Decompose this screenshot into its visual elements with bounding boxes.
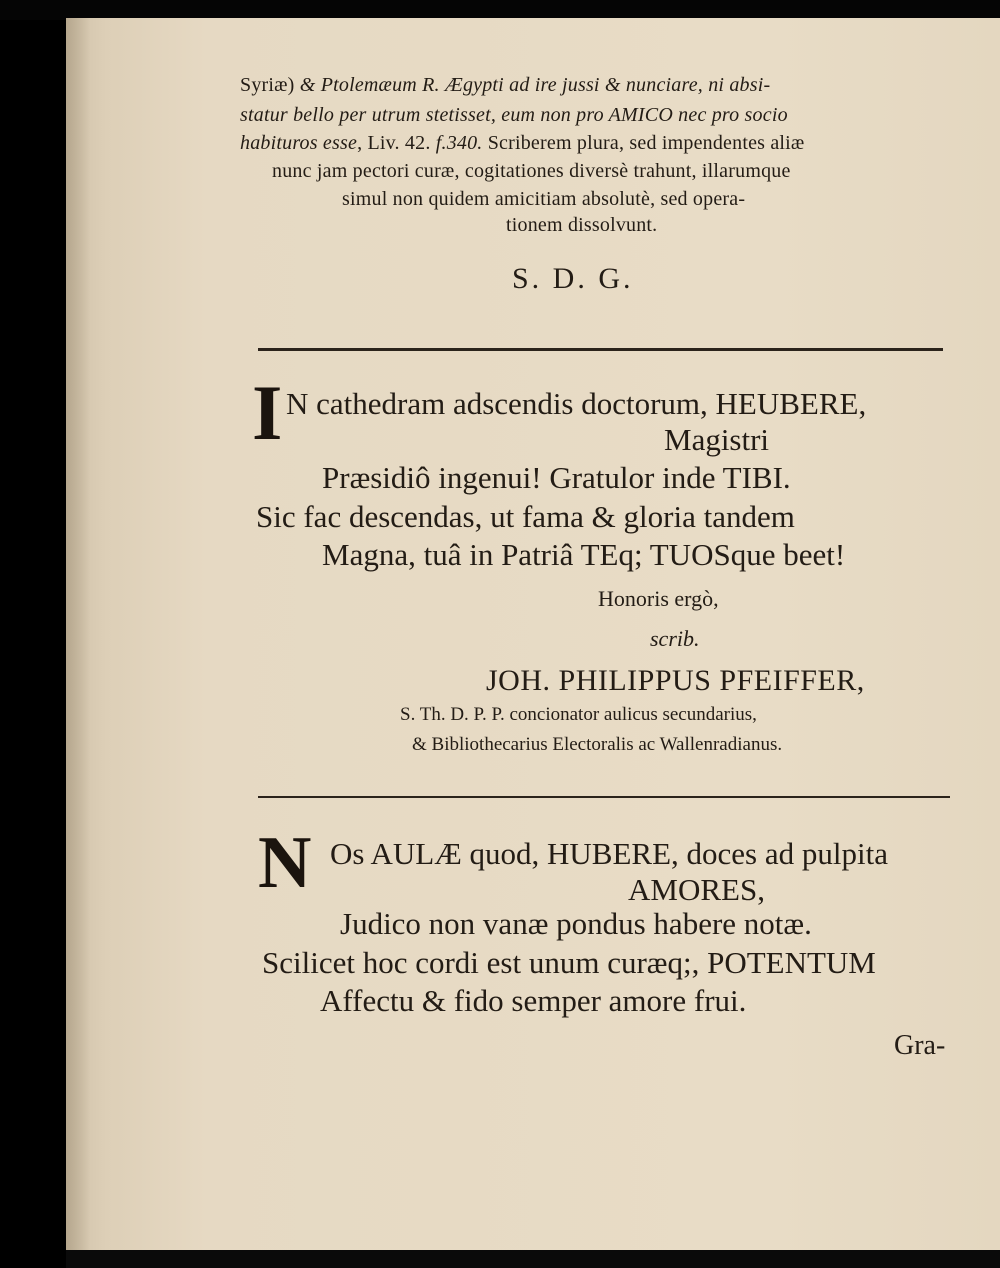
poem2-line-1-cont: AMORES, (628, 872, 765, 907)
prose-line-6: tionem dissolvunt. (506, 214, 658, 236)
prose-text: Syriæ) (240, 74, 300, 96)
prose-italic-text: & Ptolemæum R. Ægypti ad ire jussi & nunciare, ni absi- (299, 74, 771, 96)
prose-line-5: simul non quidem amicitiam absolutè, sed opera- (342, 188, 746, 210)
author-title-1: S. Th. D. P. P. concionator aulicus secundarius, (400, 704, 757, 725)
poem1-line-3: Sic fac descendas, ut fama & gloria tandem (256, 499, 795, 534)
poem2-line-2: Judico non vanæ pondus habere notæ. (340, 906, 812, 941)
prose-line-2: statur bello per utrum stetisset, eum non pro AMICO nec pro socio (240, 104, 788, 126)
prose-line-3 (240, 132, 804, 155)
author-title-2: & Bibliothecarius Electoralis ac Wallenradianus. (412, 734, 783, 755)
closing-sdg: S. D. G. (512, 262, 634, 295)
drop-cap-i: I (252, 369, 283, 456)
scrib-label: scrib. (650, 626, 700, 651)
prose-text: Scriberem plura, sed impendentes aliæ (482, 132, 805, 154)
prose-text: , Liv. 42. (357, 132, 436, 154)
poem2-line-4: Affectu & fido semper amore frui. (320, 983, 747, 1018)
poem2-line-3: Scilicet hoc cordi est unum curæq;, POTENTUM (262, 945, 876, 980)
catchword: Gra- (894, 1030, 946, 1061)
poem1-line-1-cont: Magistri (664, 422, 770, 457)
poem1-line-2: Præsidiô ingenui! Gratulor inde TIBI. (322, 460, 791, 495)
prose-line-4: nunc jam pectori curæ, cogitationes diversè trahunt, illarumque (272, 160, 791, 182)
author-name: JOH. PHILIPPUS PFEIFFER, (486, 664, 865, 697)
scan-border-top (0, 0, 1000, 20)
scan-border-bottom (66, 1250, 1000, 1268)
poem1-line-1: N cathedram adscendis doctorum, HEUBERE, (286, 386, 867, 421)
drop-cap-n: N (258, 822, 312, 904)
page-gutter-shadow (66, 18, 90, 1250)
prose-italic-text: f.340. (435, 132, 483, 154)
section-divider-2 (258, 796, 950, 798)
poem2-line-1: Os AULÆ quod, HUBERE, doces ad pulpita (330, 836, 888, 871)
honoris-ergo: Honoris ergò, (598, 586, 719, 611)
prose-line-1 (240, 74, 770, 97)
prose-italic-text: habituros esse (240, 132, 358, 154)
poem1-line-4: Magna, tuâ in Patriâ TEq; TUOSque beet! (322, 537, 846, 572)
section-divider-1 (258, 348, 943, 351)
